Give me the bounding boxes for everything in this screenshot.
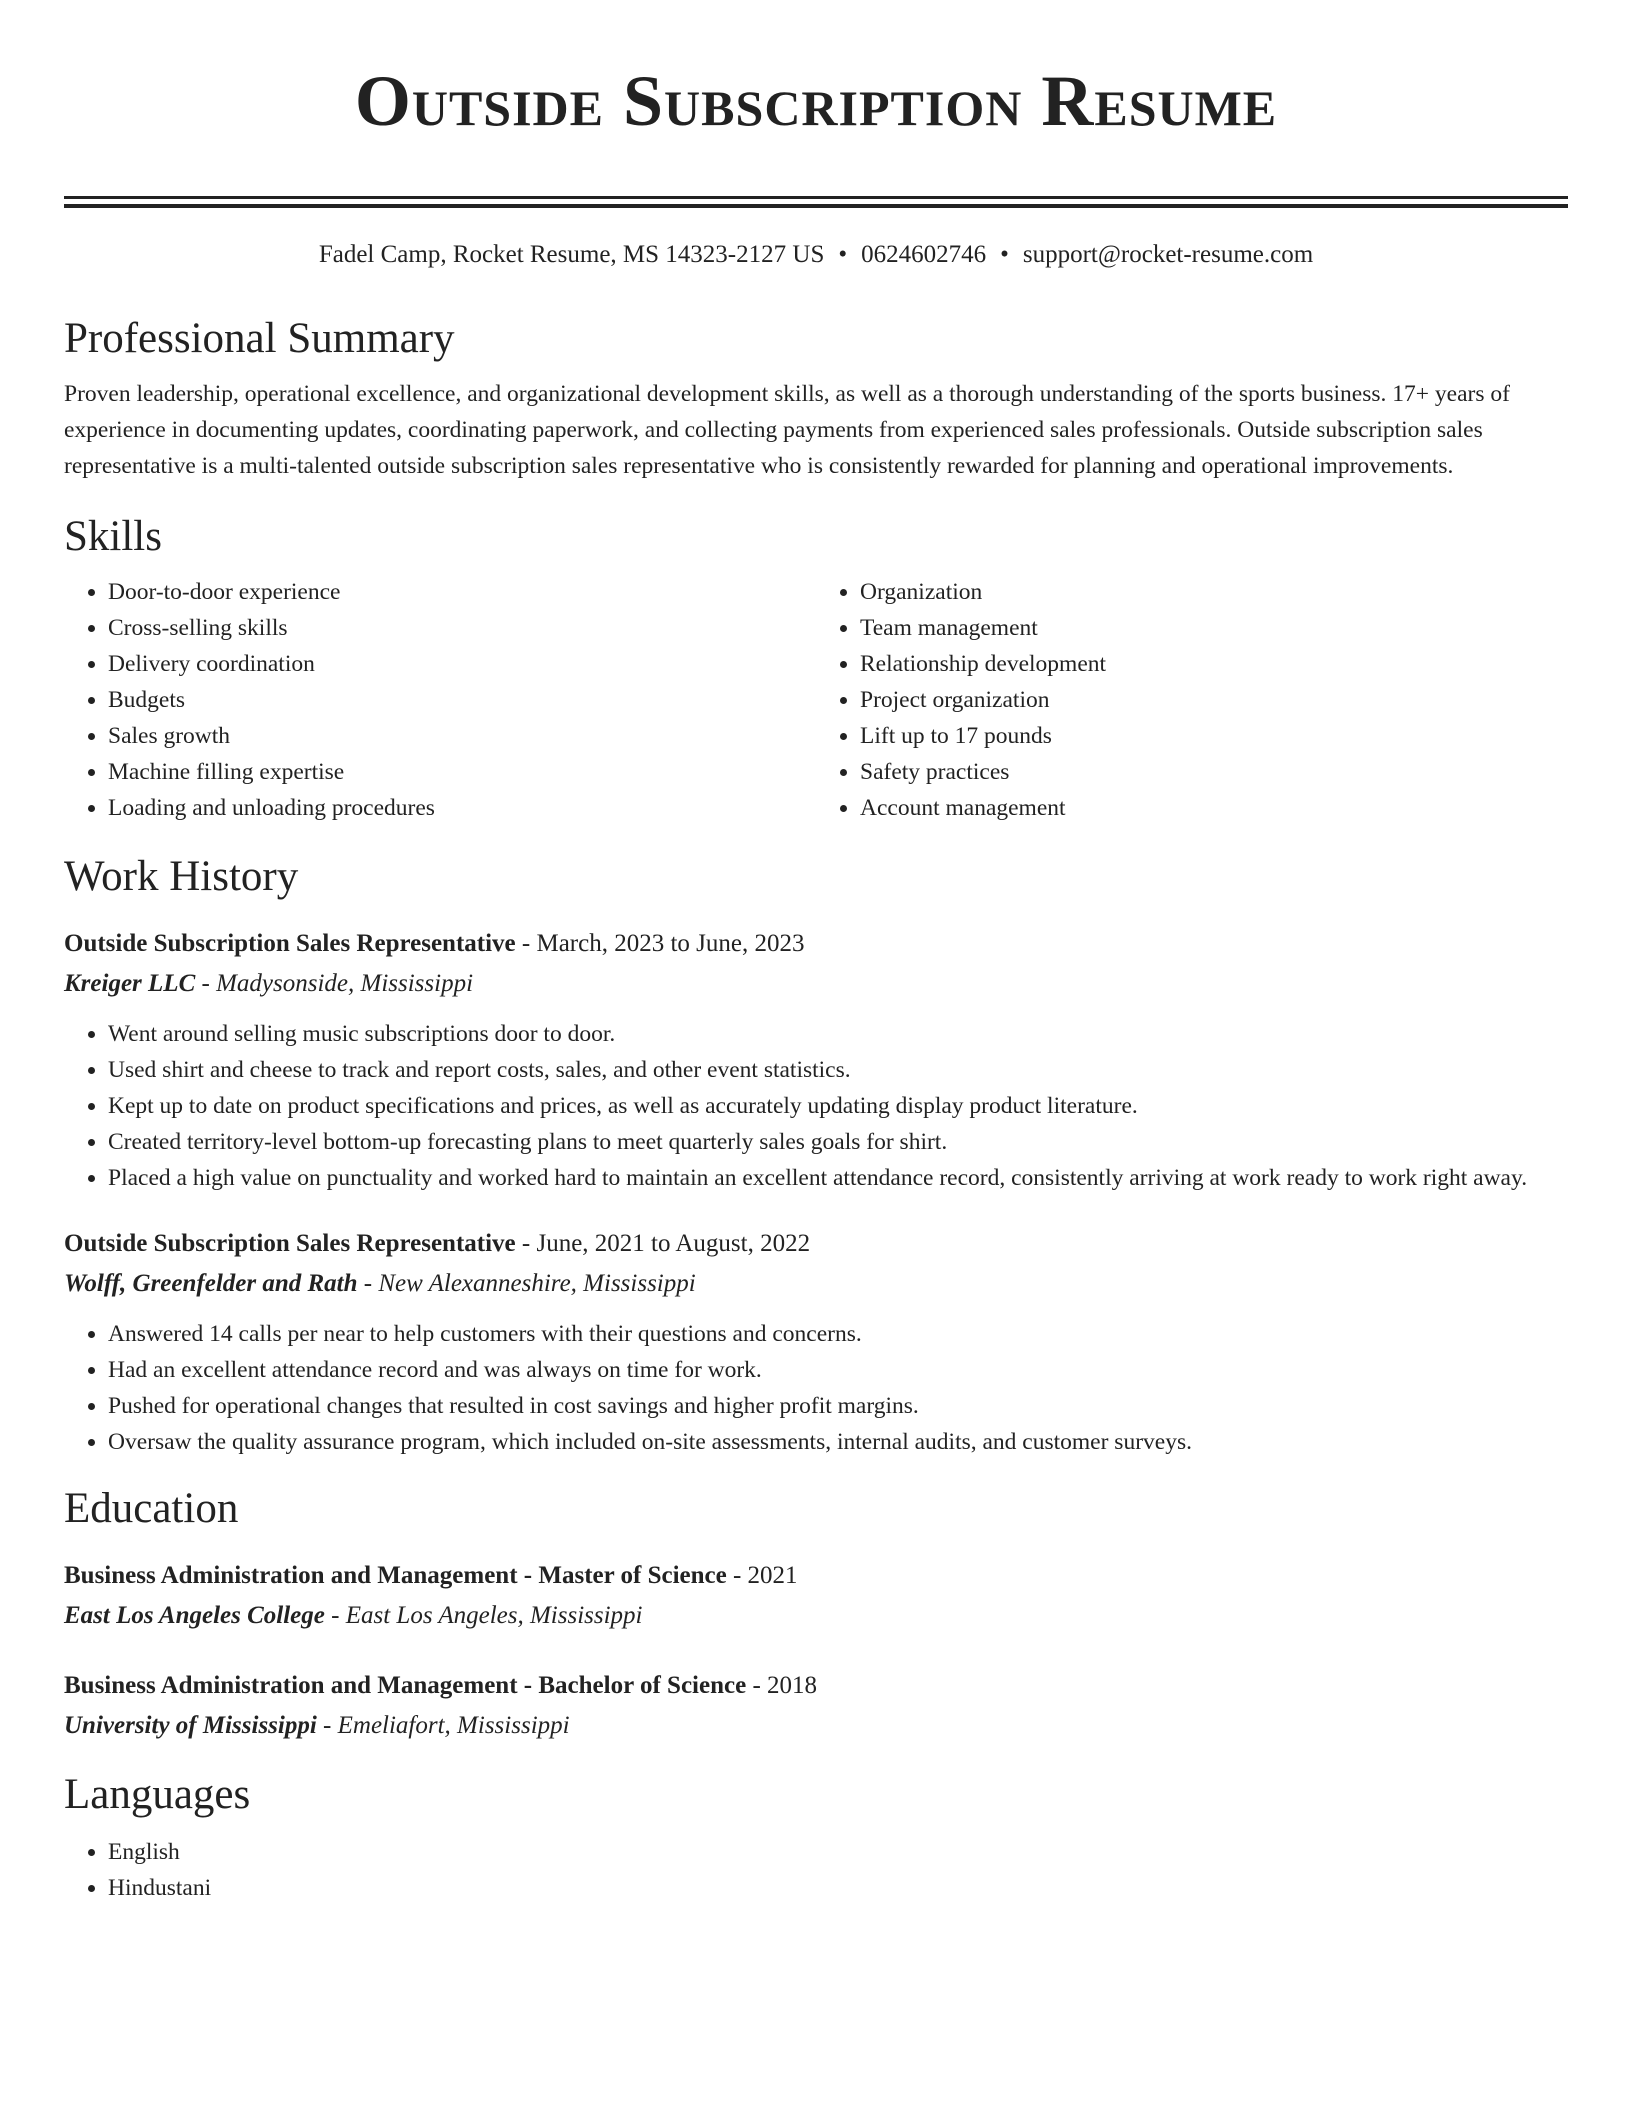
skill-item: • Cross-selling skills — [108, 610, 816, 646]
school-name: University of Mississippi — [64, 1712, 317, 1739]
school-location: - East Los Angeles, Mississippi — [324, 1602, 643, 1629]
language-item: • Hindustani — [108, 1870, 1568, 1906]
job-location: - New Alexanneshire, Mississippi — [357, 1270, 696, 1297]
contact-address: Fadel Camp, Rocket Resume, MS 14323-2127 US — [318, 241, 825, 268]
duty-item: • Oversaw the quality assurance program, which included on-site assessments, internal audits, and customer surveys. — [108, 1424, 1568, 1460]
contact-email: support@rocket-resume.com — [1022, 241, 1314, 268]
job-entry — [64, 1224, 1568, 1460]
skill-item: • Lift up to 17 pounds — [860, 718, 1568, 754]
skill-item: • Relationship development — [860, 646, 1568, 682]
skill-item: • Organization — [860, 574, 1568, 610]
title-divider — [64, 196, 1568, 208]
school-location: - Emeliafort, Mississippi — [316, 1712, 570, 1739]
section-heading-languages: Languages — [64, 1771, 251, 1818]
school-line — [64, 1706, 1568, 1746]
skill-item: • Door-to-door experience — [108, 574, 816, 610]
contact-line — [64, 238, 1568, 272]
skill-item: • Loading and unloading procedures — [108, 790, 816, 826]
education-entry — [64, 1556, 1568, 1636]
section-heading-work-history: Work History — [64, 853, 299, 900]
skill-item: • Account management — [860, 790, 1568, 826]
skills-list-left — [64, 574, 816, 826]
languages-list — [64, 1834, 1568, 1906]
contact-phone: 0624602746 — [861, 241, 987, 268]
degree: Business Administration and Management - Bachelor of Science — [64, 1672, 747, 1699]
duty-item: • Answered 14 calls per near to help customers with their questions and concerns. — [108, 1316, 1568, 1352]
contact-separator: • — [838, 241, 848, 268]
job-dates: - March, 2023 to June, 2023 — [515, 930, 805, 957]
degree-line — [64, 1556, 1568, 1596]
section-heading-education: Education — [64, 1485, 239, 1532]
job-duties — [64, 1316, 1568, 1460]
language-item: • English — [108, 1834, 1568, 1870]
degree: Business Administration and Management - Master of Science — [64, 1562, 727, 1589]
job-company: Kreiger LLC — [64, 970, 196, 997]
duty-item: • Used shirt and cheese to track and report costs, sales, and other event statistics. — [108, 1052, 1568, 1088]
contact-separator: • — [1000, 241, 1009, 268]
job-company-line — [64, 1264, 1568, 1304]
resume-title: Outside Subscription Resume — [354, 61, 1278, 141]
school-name: East Los Angeles College — [64, 1602, 325, 1629]
summary-text: Proven leadership, operational excellence, and organizational development skills, as well as a thorough understanding of the sports business. 17+ years of experience in documenting updates, coordinating paperwork, and collecting payments from experienced sales professionals. Outside subscription sales representative is a multi-talented outside subscription sales representative who is consistently rewarded for planning and operational improvements. — [64, 381, 1510, 479]
section-heading-summary: Professional Summary — [64, 315, 455, 362]
graduation-year: - 2021 — [726, 1562, 798, 1589]
degree-line — [64, 1666, 1568, 1706]
education-entry — [64, 1666, 1568, 1746]
skill-item: • Delivery coordination — [108, 646, 816, 682]
duty-item: • Placed a high value on punctuality and worked hard to maintain an excellent attendance record, consistently arriving at work ready to work right away. — [108, 1160, 1568, 1196]
job-location: - Madysonside, Mississippi — [195, 970, 474, 997]
job-company: Wolff, Greenfelder and Rath — [64, 1270, 358, 1297]
skill-item: • Team management — [860, 610, 1568, 646]
section-heading-skills: Skills — [64, 513, 162, 560]
job-entry — [64, 924, 1568, 1196]
skills-list-right — [816, 574, 1568, 826]
job-duties — [64, 1016, 1568, 1196]
skill-item: • Machine filling expertise — [108, 754, 816, 790]
duty-item: • Pushed for operational changes that resulted in cost savings and higher profit margins. — [108, 1388, 1568, 1424]
duty-item: • Kept up to date on product specifications and prices, as well as accurately updating display product literature. — [108, 1088, 1568, 1124]
job-dates: - June, 2021 to August, 2022 — [515, 1230, 811, 1257]
job-title-line — [64, 1224, 1568, 1264]
duty-item: • Had an excellent attendance record and was always on time for work. — [108, 1352, 1568, 1388]
job-title: Outside Subscription Sales Representative — [64, 1230, 516, 1257]
duty-item: • Created territory-level bottom-up forecasting plans to meet quarterly sales goals for shirt. — [108, 1124, 1568, 1160]
skill-item: • Sales growth — [108, 718, 816, 754]
skill-item: • Project organization — [860, 682, 1568, 718]
job-title-line — [64, 924, 1568, 964]
skill-item: • Budgets — [108, 682, 816, 718]
skills-columns — [64, 574, 1568, 826]
skill-item: • Safety practices — [860, 754, 1568, 790]
duty-item: • Went around selling music subscriptions door to door. — [108, 1016, 1568, 1052]
job-title: Outside Subscription Sales Representative — [64, 930, 516, 957]
graduation-year: - 2018 — [746, 1672, 818, 1699]
school-line — [64, 1596, 1568, 1636]
job-company-line — [64, 964, 1568, 1004]
